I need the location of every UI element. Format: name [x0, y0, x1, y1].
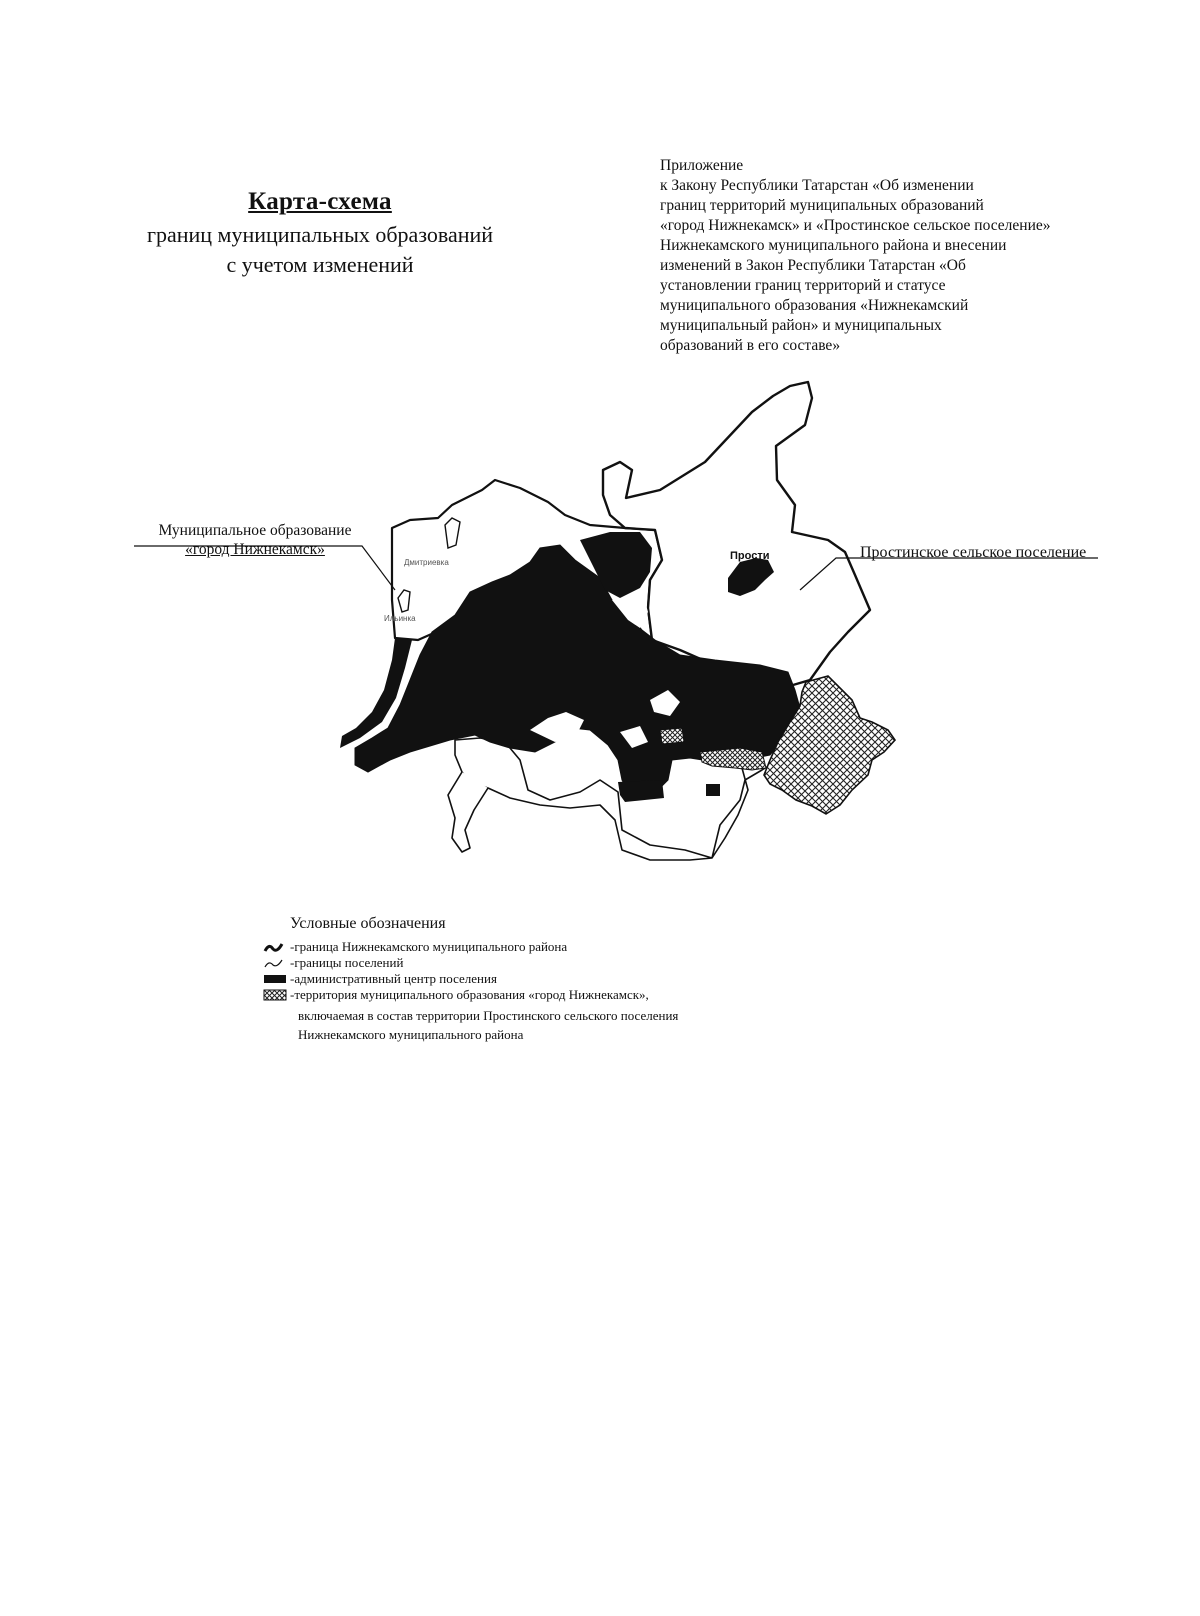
place-label-prosti: Прости [730, 550, 770, 562]
legend-label: -границы поселений [290, 955, 404, 970]
urban-south-block [618, 780, 664, 802]
legend-continuation: включаемая в состав территории Простинского сельского поселения [298, 1008, 679, 1023]
appendix-line: изменений в Закон Республики Татарстан «Об [660, 257, 966, 274]
appendix-line: границ территорий муниципальных образований [660, 197, 984, 214]
place-label-village-south: Ильинка [384, 614, 416, 623]
crosshatch-icon [262, 988, 290, 1002]
settlement-border-icon [262, 956, 290, 970]
map-subtitle-line1: границ муниципальных образований [146, 222, 494, 247]
appendix-line: Приложение [660, 157, 744, 174]
appendix-line: установлении границ территорий и статусе [660, 277, 946, 294]
appendix-line: образований в его составе» [660, 337, 841, 354]
map-title: Карта-схема [248, 188, 392, 215]
appendix-line: муниципального образования «Нижнекамский [660, 297, 969, 314]
place-label-village-north: Дмитриевка [404, 558, 449, 567]
urban-small-block [706, 784, 720, 796]
legend-title: Условные обозначения [290, 915, 446, 932]
appendix-line: «город Нижнекамск» и «Простинское сельское поселение» [660, 217, 1051, 234]
transferred-fragment [700, 748, 766, 770]
callout-nizhnekamsk [130, 521, 380, 559]
callout-prosti-settlement: Простинское сельское поселение [860, 544, 1087, 561]
legend-item-settlement-border [262, 955, 678, 971]
legend-item-transferred-territory [262, 987, 678, 1003]
legend-continuation: Нижнекамского муниципального района [298, 1027, 524, 1042]
appendix-line: муниципальный район» и муниципальных [660, 317, 942, 334]
callout-line: Муниципальное образование [158, 522, 352, 539]
legend-item-district-border [262, 939, 678, 955]
callout-line: «город Нижнекамск» [185, 541, 325, 558]
district-border-icon [262, 940, 290, 954]
legend-item-admin-center [262, 971, 678, 987]
admin-center-icon [262, 972, 290, 986]
legend-label: -территория муниципального образования «город Нижнекамск», [290, 987, 649, 1002]
appendix-line: к Закону Республики Татарстан «Об изменении [660, 177, 974, 194]
legend-label: -административный центр поселения [290, 971, 497, 986]
legend-label: -граница Нижнекамского муниципального района [290, 939, 568, 954]
transferred-fragment [660, 728, 684, 744]
appendix-line: Нижнекамского муниципального района и внесении [660, 237, 1007, 254]
legend [262, 915, 678, 1044]
map-subtitle-line2: с учетом изменений [226, 252, 414, 277]
